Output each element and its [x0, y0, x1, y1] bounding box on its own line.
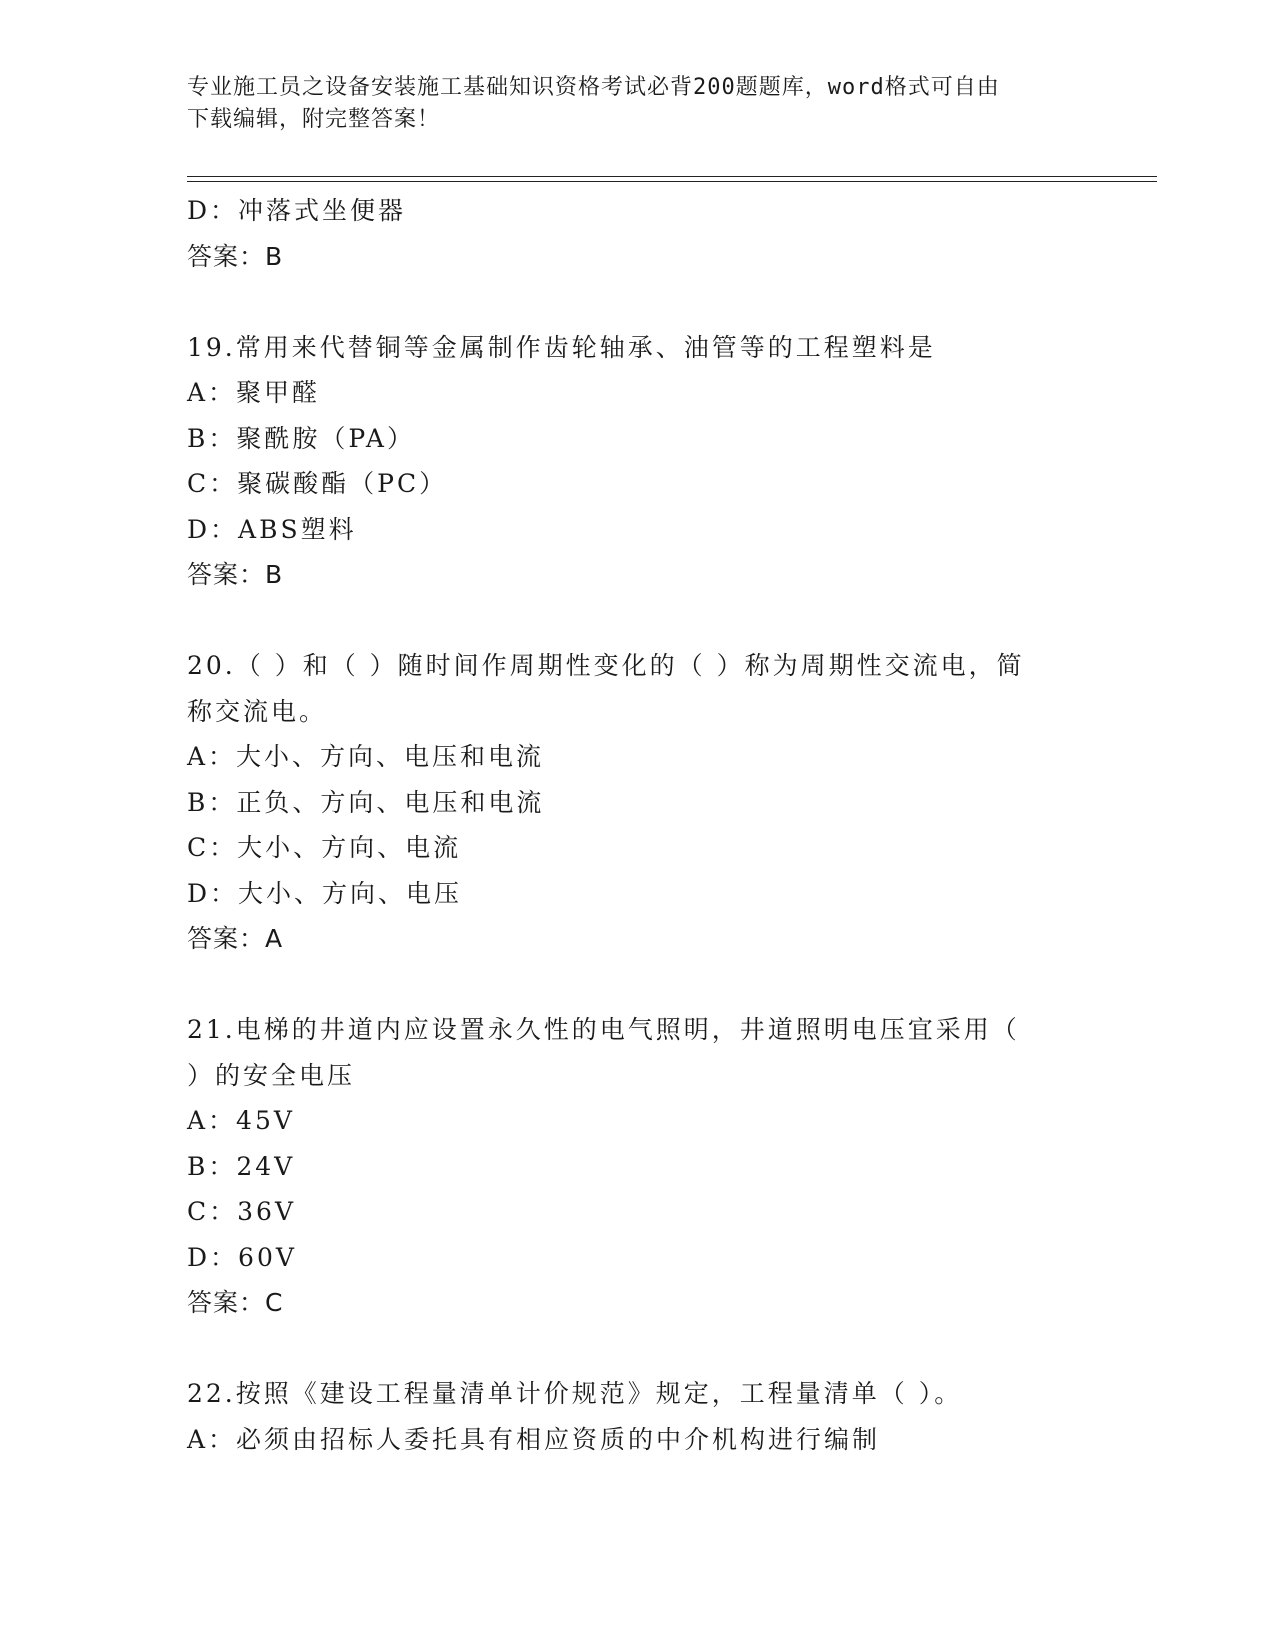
question-block: [187, 1371, 1087, 1462]
question-block: [187, 188, 1087, 279]
header-line-2: 下载编辑，附完整答案！: [187, 107, 441, 132]
answer-line: 答案：C: [187, 1288, 284, 1317]
spacer: [187, 962, 1087, 1008]
answer-line: 答案：B: [187, 241, 284, 271]
spacer: [187, 279, 1087, 325]
option-a: A：必须由招标人委托具有相应资质的中介机构进行编制: [187, 1424, 881, 1454]
option-b: B：正负、方向、电压和电流: [187, 787, 545, 817]
question-text: 19.常用来代替铜等金属制作齿轮轴承、油管等的工程塑料是: [187, 332, 936, 362]
document-body: [187, 188, 1087, 1462]
header-divider-bottom: [187, 181, 1157, 182]
answer-line: 答案：B: [187, 560, 284, 589]
header-line-1: 专业施工员之设备安装施工基础知识资格考试必背200题题库，word格式可自由: [187, 75, 1000, 100]
question-block: [187, 325, 1087, 598]
spacer: [187, 598, 1087, 644]
option-c: C：大小、方向、电流: [187, 833, 462, 862]
question-text: 22.按照《建设工程量清单计价规范》规定，工程量清单（ ）。: [187, 1379, 963, 1408]
option-d: D：冲落式坐便器: [187, 196, 407, 225]
option-a: A：大小、方向、电压和电流: [187, 742, 545, 771]
document-header: [187, 72, 1087, 136]
question-text: 21.电梯的井道内应设置永久性的电气照明，井道照明电压宜采用（ ）的安全电压: [187, 1015, 1020, 1090]
answer-line: 答案：A: [187, 924, 284, 953]
question-text: 20.（ ）和（ ）随时间作周期性变化的（ ）称为周期性交流电，简称交流电。: [187, 651, 1025, 726]
question-block: [187, 643, 1087, 962]
option-b: B：聚酰胺（PA）: [187, 423, 415, 453]
option-b: B：24V: [187, 1151, 296, 1181]
header-divider-top: [187, 176, 1157, 177]
spacer: [187, 1326, 1087, 1372]
option-c: C：聚碳酸酯（PC）: [187, 469, 448, 498]
option-d: D：大小、方向、电压: [187, 878, 463, 908]
option-d: D：ABS塑料: [187, 514, 357, 544]
option-a: A：聚甲醛: [187, 378, 321, 407]
option-d: D：60V: [187, 1242, 297, 1272]
question-block: [187, 1007, 1087, 1326]
option-c: C：36V: [187, 1197, 296, 1226]
option-a: A：45V: [187, 1106, 295, 1135]
